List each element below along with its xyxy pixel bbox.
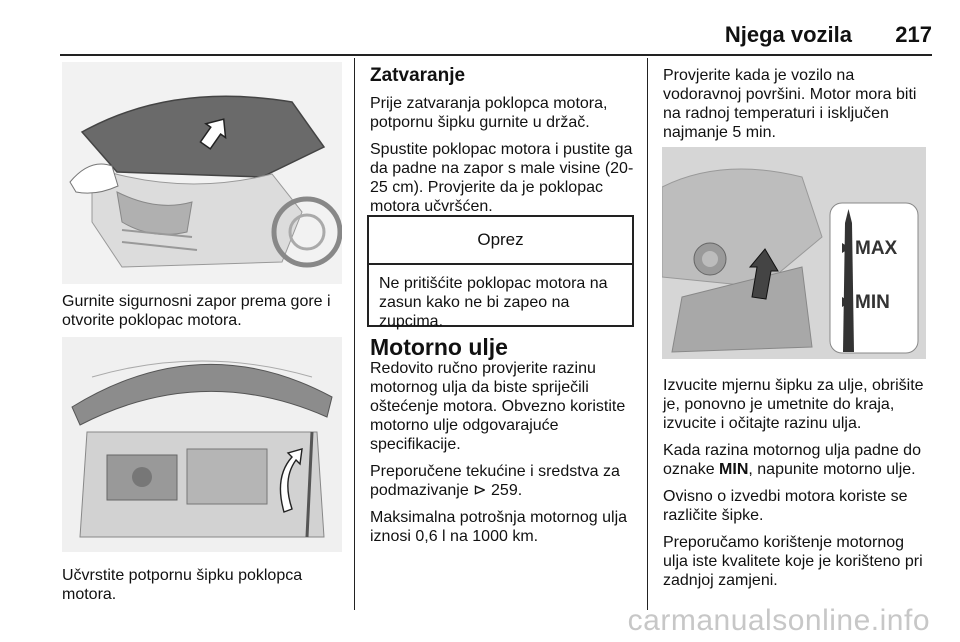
engine-bay-illustration	[62, 337, 342, 552]
check-paragraph-4: Ovisno o izvedbi motora koriste se različite šipke.	[663, 488, 908, 524]
dipstick-illustration	[662, 147, 926, 359]
check-paragraph-1: Provjerite kada je vozilo na vodoravnoj površini. Motor mora biti na radnoj temperaturi i isključen najmanje 5 min.	[663, 67, 917, 141]
figure-dipstick	[662, 147, 926, 359]
car-front-illustration	[62, 62, 342, 284]
header-rule	[60, 54, 932, 56]
check-paragraph-3-min: MIN	[719, 461, 749, 478]
dipstick-min-label: MIN	[855, 292, 890, 313]
caution-title: Oprez	[369, 217, 632, 265]
check-paragraph-3-after: , napunite motorno ulje.	[748, 461, 916, 478]
caption-open-hood	[62, 292, 344, 330]
page-reference-icon: ⊳	[473, 482, 487, 499]
heading-engine-oil: Motorno ulje	[370, 334, 508, 360]
dipstick-max-label: MAX	[855, 238, 898, 259]
closing-paragraph-2: Spustite poklopac motora i pustite ga da padne na zapor s male visine (20-25 cm). Provjerite da je poklopac motora učvršćen.	[370, 141, 634, 215]
check-paragraph-3-before: Kada razina motornog ulja padne do oznake	[663, 442, 921, 478]
caption-open-hood-text: Gurnite sigurnosni zapor prema gore i otvorite poklopac motora.	[62, 293, 331, 329]
oil-paragraph-1: Redovito ručno provjerite razinu motornog ulja da biste spriječili oštećenje motora. Obvezno koristite motorno ulje odgovarajuće specifikacije.	[370, 360, 626, 453]
oil-paragraph-2-text: Preporučene tekućine i sredstva za podmazivanje	[370, 463, 620, 499]
page-header-title: Njega vozila	[724, 22, 852, 47]
section-check-conditions	[663, 66, 933, 142]
column-divider-1	[354, 58, 355, 610]
page-reference-link[interactable]: 259.	[491, 482, 523, 499]
oil-paragraph-3: Maksimalna potrošnja motornog ulja iznosi 0,6 l na 1000 km.	[370, 509, 628, 545]
caution-box	[367, 215, 634, 330]
caption-prop-rod-text: Učvrstite potpornu šipku poklopca motora.	[62, 567, 303, 603]
watermark: carmanualsonline.info	[627, 604, 930, 637]
caution-text: Ne pritišćite poklopac motora na zasun kako ne bi zapeo na zupcima.	[379, 275, 608, 330]
page-number: 217	[895, 22, 932, 47]
check-paragraph-2: Izvucite mjernu šipku za ulje, obrišite je, ponovno je umetnite do kraja, izvucite i očitajte razinu ulja.	[663, 377, 924, 432]
section-closing	[370, 66, 636, 216]
closing-paragraph-1: Prije zatvaranja poklopca motora, potpornu šipku gurnite u držač.	[370, 95, 608, 131]
oil-paragraph-2	[370, 462, 636, 500]
heading-closing: Zatvaranje	[370, 65, 466, 86]
figure-hood-latch	[62, 62, 342, 284]
section-engine-oil	[370, 334, 636, 546]
section-check-procedure	[663, 376, 933, 590]
figure-prop-rod	[62, 337, 342, 552]
check-paragraph-5: Preporučamo korištenje motornog ulja iste kvalitete koje je korišteno pri zadnjoj zamjeni.	[663, 534, 923, 589]
column-divider-2	[647, 58, 648, 610]
check-paragraph-3	[663, 441, 933, 479]
caption-prop-rod	[62, 566, 344, 604]
